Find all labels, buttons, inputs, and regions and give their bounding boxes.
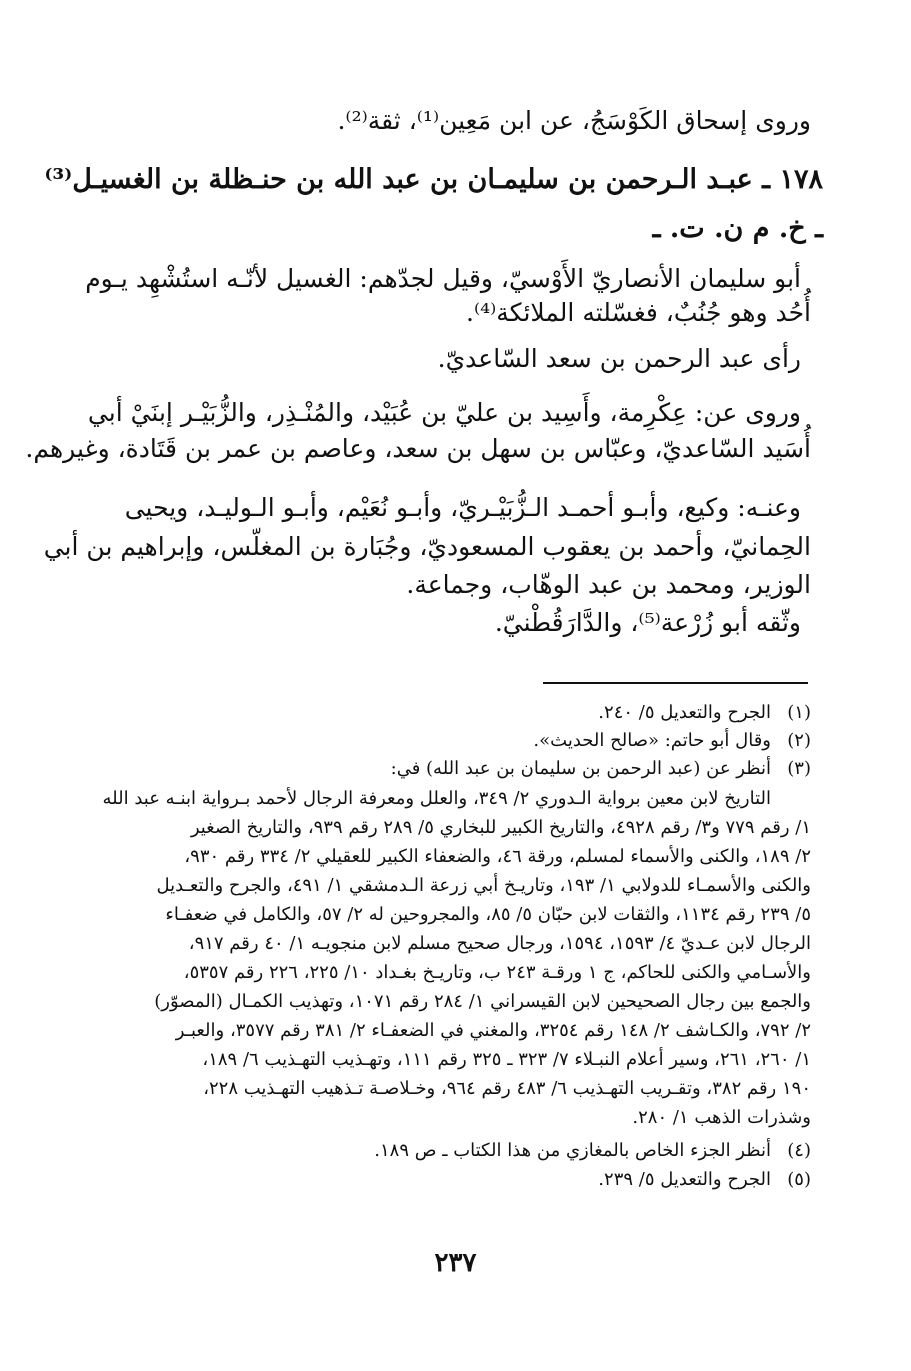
footnote-separator <box>543 682 808 684</box>
page-number: ٢٣٧ <box>434 1248 477 1278</box>
body-line: أُسَيد السّاعديّ، وعبّاس بن سهل بن سعد، وعاصم بن عمر بن قَتَادة، وغيرهم. <box>25 434 811 463</box>
footnote-line: التاريخ لابن معين برواية الـدوري ٢/ ٣٤٩، والعلل ومعرفة الرجال لأحمد بـرواية ابنـه عبد الله <box>102 788 771 809</box>
footnote-marker: (٤) <box>787 1140 811 1161</box>
footnote-text: الجرح والتعديل ٥/ ٢٤٠. <box>598 702 771 723</box>
footnote-marker: (٢) <box>787 730 811 751</box>
footnote-line: الرجال لابن عـديّ ٤/ ١٥٩٣، ١٥٩٤، ورجال صحيح مسلم لابن منجويـه ١/ ٤٠ رقم ٩١٧، <box>188 933 811 954</box>
body-line: وعنـه: وكيع، وأبـو أحمـد الـزُّبَيْـريّ، وأبـو نُعَيْم، وأبـو الـوليـد، ويحيى <box>124 493 801 522</box>
body-line: وروى إسحاق الكَوْسَجُ، عن ابن مَعِين⁽¹⁾، ثقة⁽²⁾. <box>337 106 811 135</box>
body-line: وروى عن: عِكْرِمة، وأَسِيد بن عليّ بن عُبَيْد، والمُنْـذِر، والزُّبَيْـر إبنَيْ أبي <box>87 398 801 427</box>
body-line: الوزير، ومحمد بن عبد الوهّاب، وجماعة. <box>406 570 811 599</box>
footnote-text: أنظر الجزء الخاص بالمغازي من هذا الكتاب ـ ص ١٨٩. <box>374 1140 771 1161</box>
footnote-marker: (٣) <box>787 758 811 779</box>
footnote-marker: (١) <box>787 702 811 723</box>
footnote-line: ٥/ ٢٣٩ رقم ١١٣٤، والثقات لابن حبّان ٥/ ٨٥، والمجروحين له ٢/ ٥٧، والكامل في ضعفـاء <box>165 904 811 925</box>
footnote-line: ١٩٠ رقم ٣٨٢، وتقـريب التهـذيب ٦/ ٤٨٣ رقم ٩٦٤، وخـلاصـة تـذهيب التهـذيب ٢٢٨، <box>203 1078 811 1099</box>
footnote-line: والكنى والأسمـاء للدولابي ١/ ١٩٣، وتاريـخ أبي زرعة الـدمشقي ١/ ٤٩١، والجرح والتعـديل <box>156 875 811 896</box>
footnote-text: الجرح والتعديل ٥/ ٢٣٩. <box>598 1169 771 1190</box>
body-line: أبو سليمان الأنصاريّ الأَوْسيّ، وقيل لجدّهم: الغسيل لأنّـه استُشْهِد يـوم <box>85 264 801 293</box>
footnote-line: والأسـامي والكنى للحاكم، ج ١ ورقـة ٢٤٣ ب، وتاريـخ بغـداد ١٠/ ٢٢٥، ٢٢٦ رقم ٥٣٥٧، <box>183 962 811 983</box>
footnote-line: ١/ ٢٦٠، ٢٦١، وسير أعلام النبـلاء ٧/ ٣٢٣ ـ ٣٢٥ رقم ١١١، وتهـذيب التهـذيب ٦/ ١٨٩، <box>202 1049 811 1070</box>
footnote-text: وقال أبو حاتم: «صالح الحديث». <box>533 730 771 751</box>
footnote-line: وشذرات الذهب ١/ ٢٨٠. <box>632 1107 811 1128</box>
footnote-line: والجمع بين رجال الصحيحين لابن القيسراني ١/ ٢٨٤ رقم ١٠٧١، وتهذيب الكمـال (المصوّر) <box>154 991 811 1012</box>
entry-sigla: ـ خ. م ن. ت. ـ <box>652 213 823 244</box>
footnote-line: ٢/ ١٨٩، والكنى والأسماء لمسلم، ورقة ٤٦، والضعفاء الكبير للعقيلي ٢/ ٣٣٤ رقم ٩٣٠، <box>184 846 811 867</box>
body-line: أُحُد وهو جُنُبٌ، فغسّلته الملائكة⁽⁴⁾. <box>466 298 811 327</box>
body-line: وثّقه أبو زُرْعة⁽⁵⁾، والدَّارَقُطْنيّ. <box>494 608 801 637</box>
footnote-line: ١/ رقم ٧٧٩ و٣/ رقم ٤٩٢٨، والتاريخ الكبير للبخاري ٥/ ٢٨٩ رقم ٩٣٩، والتاريخ الصغير <box>190 817 811 838</box>
body-line: رأى عبد الرحمن بن سعد السّاعديّ. <box>437 344 801 373</box>
footnote-marker: (٥) <box>787 1169 811 1190</box>
body-line: الحِمانيّ، وأحمد بن يعقوب المسعوديّ، وجُبَارة بن المغلّس، وإبراهيم بن أبي <box>43 532 811 561</box>
footnote-line: ٢/ ٧٩٢، والكـاشف ٢/ ١٤٨ رقم ٣٢٥٤، والمغني في الضعفـاء ٢/ ٣٨١ رقم ٣٥٧٧، والعبـر <box>175 1020 811 1041</box>
entry-heading: ١٧٨ ـ عبـد الـرحمن بن سليمـان بن عبد الله بن حنـظلة بن الغسيـل⁽³⁾ <box>44 164 823 195</box>
footnote-text: أنظر عن (عبد الرحمن بن سليمان بن عبد الله) في: <box>390 758 771 779</box>
